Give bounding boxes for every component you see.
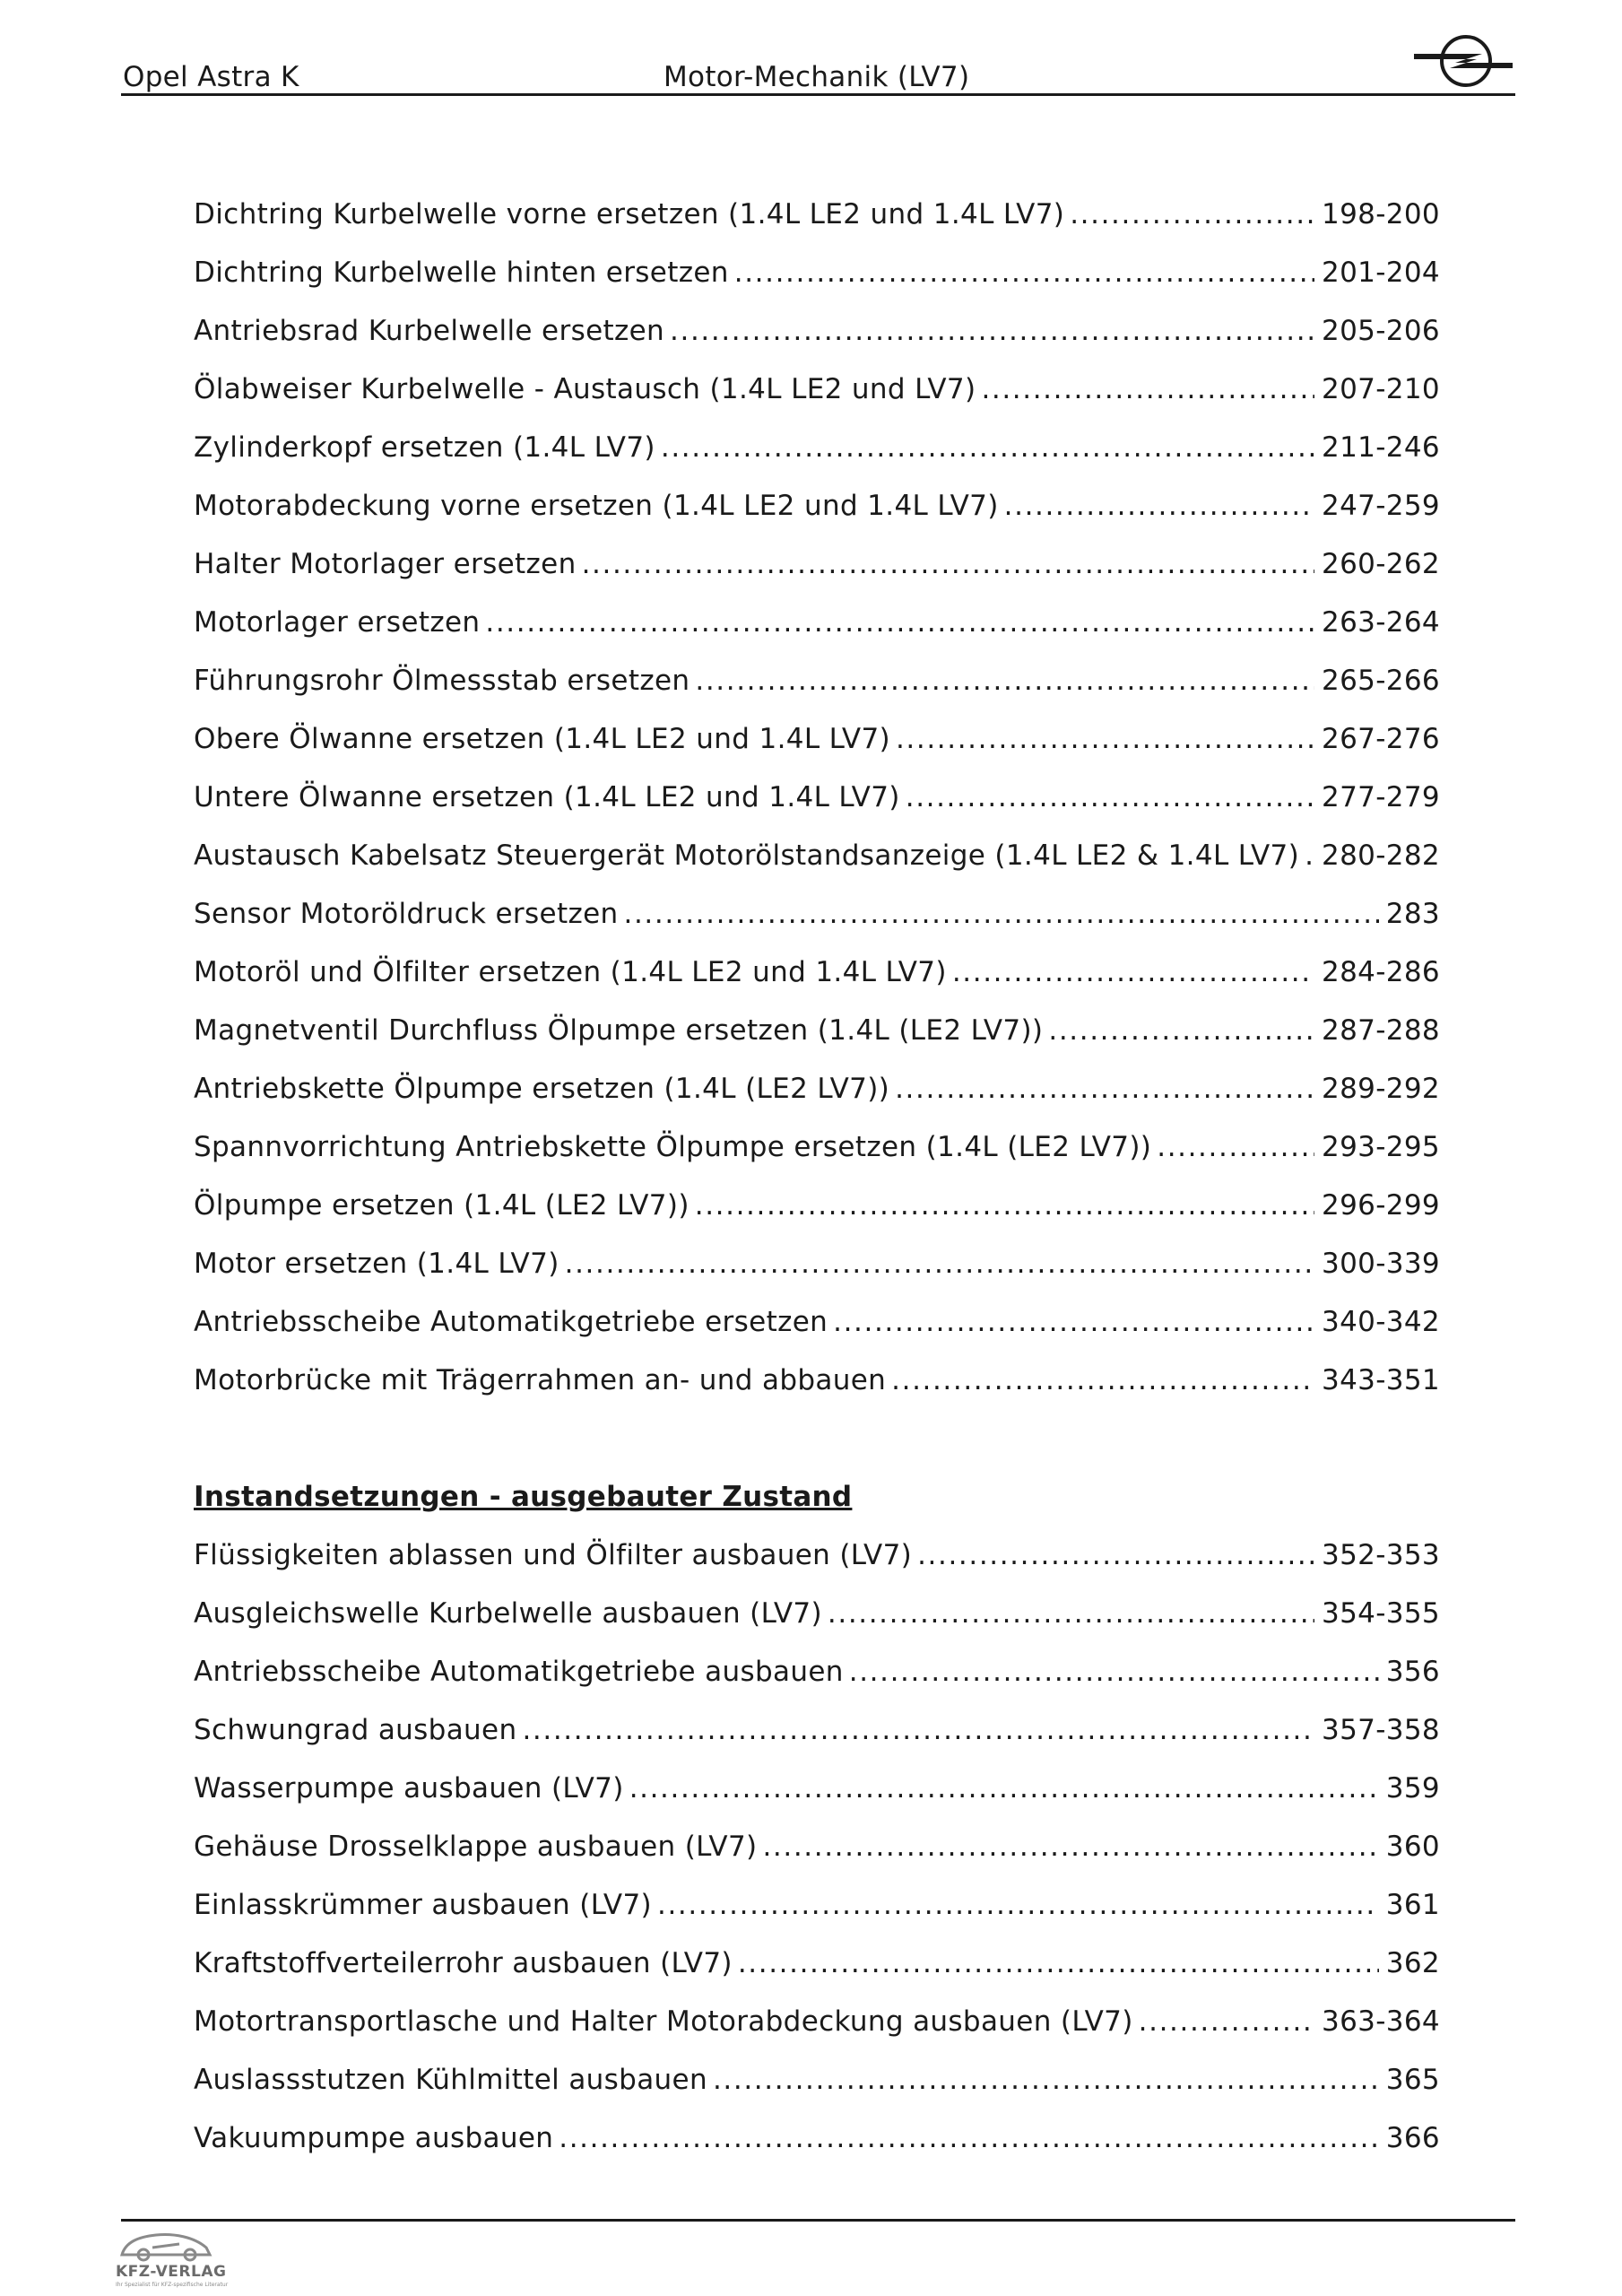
toc-entry-title: Antriebsscheibe Automatikgetriebe ersetzen [194, 1306, 828, 1338]
toc-entry-page: 205-206 [1322, 315, 1440, 347]
toc-dot-leader [695, 652, 1314, 710]
toc-entry-page: 361 [1385, 1889, 1440, 1921]
toc-entry-page: 247-259 [1322, 490, 1440, 522]
header-vehicle: Opel Astra K [123, 61, 299, 93]
toc-dot-leader [828, 1585, 1314, 1643]
toc-entry [194, 244, 1440, 302]
toc-entry-title: Kraftstoffverteilerrohr ausbauen (LV7) [194, 1947, 733, 1979]
toc-dot-leader [1139, 1993, 1314, 2051]
section-heading: Instandsetzungen - ausgebauter Zustand [194, 1481, 853, 1513]
toc-entry [194, 1177, 1440, 1235]
toc-entry [194, 1526, 1440, 1585]
toc-dot-leader [565, 1235, 1314, 1293]
toc-entry-title: Ausgleichswelle Kurbelwelle ausbauen (LV7) [194, 1597, 822, 1630]
toc-entry-title: Motortransportlasche und Halter Motorabdeckung ausbauen (LV7) [194, 2005, 1133, 2038]
toc-entry [194, 1876, 1440, 1935]
toc-entry [194, 2109, 1440, 2168]
toc-entry [194, 1760, 1440, 1818]
toc-entry-title: Obere Ölwanne ersetzen (1.4L LE2 und 1.4L LV7) [194, 723, 890, 755]
toc-entry [194, 1352, 1440, 1410]
toc-entry-page: 296-299 [1322, 1189, 1440, 1222]
toc-entry-title: Einlasskrümmer ausbauen (LV7) [194, 1889, 652, 1921]
toc-dot-leader [629, 1760, 1379, 1818]
toc-entry [194, 1060, 1440, 1118]
toc-entry-page: 287-288 [1322, 1014, 1440, 1047]
toc-entry-page: 300-339 [1322, 1248, 1440, 1280]
toc-entry-title: Sensor Motoröldruck ersetzen [194, 898, 619, 930]
toc-dot-leader [1070, 186, 1314, 244]
toc-dot-leader [738, 1935, 1379, 1993]
toc-dot-leader [833, 1293, 1314, 1352]
toc-dot-leader [582, 535, 1314, 594]
toc-entry [194, 710, 1440, 769]
toc-entry-page: 211-246 [1322, 431, 1440, 464]
toc-entry-title: Austausch Kabelsatz Steuergerät Motorölstandsanzeige (1.4L LE2 & 1.4L LV7) [194, 839, 1300, 872]
footer-logo [112, 2222, 238, 2294]
toc-entry [194, 2051, 1440, 2109]
toc-entry-page: 293-295 [1322, 1131, 1440, 1163]
toc-dot-leader [522, 1701, 1314, 1760]
toc-entry-title: Schwungrad ausbauen [194, 1714, 517, 1746]
toc-entry [194, 1643, 1440, 1701]
toc-entry-page: 198-200 [1322, 198, 1440, 230]
page-header [121, 27, 1515, 97]
toc-entry-page: 267-276 [1322, 723, 1440, 755]
toc-dot-leader [624, 885, 1379, 944]
toc-entry-title: Führungsrohr Ölmessstab ersetzen [194, 665, 690, 697]
toc-dot-leader [670, 302, 1314, 361]
toc-entry-page: 260-262 [1322, 548, 1440, 580]
toc-dot-leader [906, 769, 1314, 827]
footer-rule [121, 2219, 1515, 2222]
toc-dot-leader [981, 361, 1314, 419]
section-gap [194, 1410, 1440, 1468]
toc-entry-title: Ölpumpe ersetzen (1.4L (LE2 LV7)) [194, 1189, 690, 1222]
opel-logo-icon [1412, 27, 1515, 91]
toc-entry-page: 354-355 [1322, 1597, 1440, 1630]
toc-entry [194, 1293, 1440, 1352]
toc-entry [194, 1002, 1440, 1060]
toc-entry-page: 360 [1385, 1831, 1440, 1863]
toc-entry-title: Gehäuse Drosselklappe ausbauen (LV7) [194, 1831, 758, 1863]
toc-entry-page: 284-286 [1322, 956, 1440, 988]
toc-entry-page: 356 [1385, 1656, 1440, 1688]
toc-entry-title: Flüssigkeiten ablassen und Ölfilter ausbauen (LV7) [194, 1539, 913, 1571]
toc-entry-title: Halter Motorlager ersetzen [194, 548, 577, 580]
toc-entry-page: 280-282 [1322, 839, 1440, 872]
toc-entry-title: Antriebskette Ölpumpe ersetzen (1.4L (LE2 LV7)) [194, 1073, 890, 1105]
toc-entry-page: 340-342 [1322, 1306, 1440, 1338]
toc-entry-title: Motorlager ersetzen [194, 606, 481, 639]
toc-entry-page: 343-351 [1322, 1364, 1440, 1396]
toc-entry [194, 827, 1440, 885]
toc-dot-leader [695, 1177, 1314, 1235]
toc-entry [194, 1118, 1440, 1177]
toc-dot-leader [1048, 1002, 1314, 1060]
toc-entry [194, 1935, 1440, 1993]
toc-entry [194, 944, 1440, 1002]
toc-entry-page: 366 [1385, 2122, 1440, 2154]
toc-entry [194, 885, 1440, 944]
toc-entry [194, 594, 1440, 652]
toc-entry-page: 201-204 [1322, 257, 1440, 289]
toc-entry [194, 1585, 1440, 1643]
kfz-verlag-car-icon [117, 2222, 215, 2266]
toc-entry [194, 302, 1440, 361]
toc-entry-page: 359 [1385, 1772, 1440, 1805]
header-chapter: Motor-Mechanik (LV7) [664, 61, 970, 93]
toc-dot-leader [1305, 827, 1314, 885]
toc-entry-title: Wasserpumpe ausbauen (LV7) [194, 1772, 624, 1805]
toc-dot-leader [895, 1060, 1314, 1118]
toc-entry-title: Ölabweiser Kurbelwelle - Austausch (1.4L LE2 und LV7) [194, 373, 976, 405]
toc-entry-page: 207-210 [1322, 373, 1440, 405]
toc-dot-leader [559, 2109, 1379, 2168]
toc-list-top [194, 186, 1440, 1410]
toc-entry-page: 362 [1385, 1947, 1440, 1979]
toc-entry [194, 1235, 1440, 1293]
toc-dot-leader [485, 594, 1314, 652]
header-rule [121, 93, 1515, 96]
toc-entry-title: Spannvorrichtung Antriebskette Ölpumpe ersetzen (1.4L (LE2 LV7)) [194, 1131, 1152, 1163]
toc-entry-title: Motoröl und Ölfilter ersetzen (1.4L LE2 und 1.4L LV7) [194, 956, 947, 988]
toc-entry-title: Antriebsscheibe Automatikgetriebe ausbauen [194, 1656, 844, 1688]
toc-entry-title: Auslassstutzen Kühlmittel ausbauen [194, 2064, 707, 2096]
toc-entry [194, 535, 1440, 594]
toc-dot-leader [1004, 477, 1314, 535]
toc-entry-title: Motor ersetzen (1.4L LV7) [194, 1248, 559, 1280]
toc-dot-leader [657, 1876, 1379, 1935]
toc-dot-leader [734, 244, 1314, 302]
toc-dot-leader [1157, 1118, 1314, 1177]
toc-entry-title: Zylinderkopf ersetzen (1.4L LV7) [194, 431, 655, 464]
footer-logo-tagline: Ihr Spezialist für KFZ-spezifische Literatur [116, 2282, 229, 2288]
toc-entry-title: Magnetventil Durchfluss Ölpumpe ersetzen (1.4L (LE2 LV7)) [194, 1014, 1044, 1047]
toc-dot-leader [891, 1352, 1314, 1410]
toc-entry-page: 277-279 [1322, 781, 1440, 813]
toc-entry-page: 265-266 [1322, 665, 1440, 697]
toc-dot-leader [896, 710, 1314, 769]
toc-entry [194, 419, 1440, 477]
toc-list-section [194, 1526, 1440, 2168]
toc-entry [194, 1701, 1440, 1760]
toc-entry [194, 1818, 1440, 1876]
toc-entry-page: 357-358 [1322, 1714, 1440, 1746]
toc-entry-title: Motorabdeckung vorne ersetzen (1.4L LE2 und 1.4L LV7) [194, 490, 999, 522]
toc-dot-leader [952, 944, 1314, 1002]
toc-entry-title: Antriebsrad Kurbelwelle ersetzen [194, 315, 665, 347]
toc-dot-leader [713, 2051, 1379, 2109]
toc-entry-title: Vakuumpumpe ausbauen [194, 2122, 554, 2154]
toc-entry-title: Untere Ölwanne ersetzen (1.4L LE2 und 1.4L LV7) [194, 781, 900, 813]
toc-dot-leader [917, 1526, 1314, 1585]
toc-entry-page: 365 [1385, 2064, 1440, 2096]
toc-entry [194, 1993, 1440, 2051]
toc-dot-leader [661, 419, 1314, 477]
toc-entry-page: 289-292 [1322, 1073, 1440, 1105]
toc-entry [194, 769, 1440, 827]
toc-entry-page: 363-364 [1322, 2005, 1440, 2038]
toc-entry-title: Dichtring Kurbelwelle hinten ersetzen [194, 257, 729, 289]
footer-logo-text: KFZ-VERLAG [116, 2263, 227, 2281]
toc-dot-leader [762, 1818, 1378, 1876]
toc-entry [194, 186, 1440, 244]
table-of-contents [194, 186, 1440, 2168]
toc-entry-page: 283 [1385, 898, 1440, 930]
toc-entry-title: Motorbrücke mit Trägerrahmen an- und abbauen [194, 1364, 887, 1396]
toc-entry-page: 352-353 [1322, 1539, 1440, 1571]
toc-entry [194, 477, 1440, 535]
toc-entry [194, 652, 1440, 710]
toc-dot-leader [849, 1643, 1379, 1701]
toc-entry-title: Dichtring Kurbelwelle vorne ersetzen (1.4L LE2 und 1.4L LV7) [194, 198, 1065, 230]
toc-entry [194, 361, 1440, 419]
toc-entry-page: 263-264 [1322, 606, 1440, 639]
